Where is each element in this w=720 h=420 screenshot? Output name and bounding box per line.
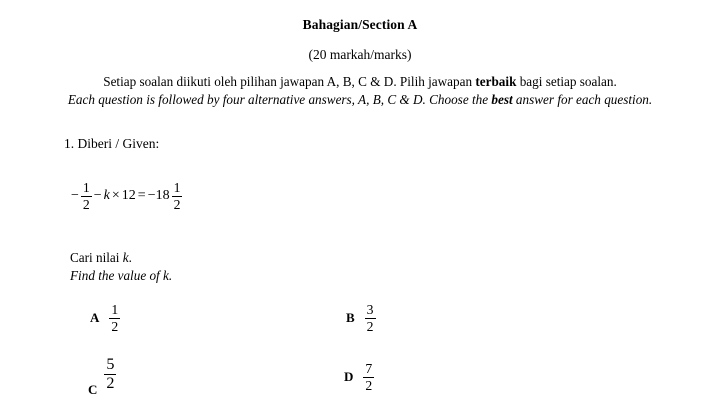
equation-multiplier: 12 xyxy=(121,188,136,204)
answer-option-a[interactable] xyxy=(90,303,121,333)
instruction-line-malay xyxy=(0,74,720,90)
equation-fraction-one-half xyxy=(81,181,92,211)
option-letter: C xyxy=(88,382,98,398)
fraction-numerator: 1 xyxy=(173,180,181,195)
instruction-line-english xyxy=(0,92,720,108)
option-fraction xyxy=(104,357,116,392)
answer-option-d[interactable] xyxy=(344,362,375,392)
fraction-numerator: 1 xyxy=(82,180,90,195)
instruction-english-part1: Each question is followed by four alternative answers, A, B, C & D. Choose the xyxy=(67,92,492,107)
fraction-denominator: 2 xyxy=(111,318,119,334)
marks-line: (20 markah/marks) xyxy=(308,47,412,62)
equation-variable-k: k xyxy=(103,188,110,204)
find-value-malay-text: Cari nilai xyxy=(70,250,123,265)
answer-option-b[interactable] xyxy=(346,303,377,333)
equation-leading-minus: − xyxy=(71,188,79,204)
equation-result-integer: −18 xyxy=(147,188,170,204)
option-fraction xyxy=(363,362,374,392)
option-letter: B xyxy=(346,310,355,326)
equation-fraction-result-half xyxy=(172,181,183,211)
instruction-english-part2: answer for each question. xyxy=(512,92,653,107)
fraction-denominator: 2 xyxy=(365,377,373,393)
option-letter: A xyxy=(90,310,100,326)
instruction-english-emphasis: best xyxy=(491,92,513,107)
fraction-denominator: 2 xyxy=(366,318,374,334)
answer-option-c[interactable] xyxy=(88,356,117,398)
option-letter: D xyxy=(344,369,354,385)
fraction-numerator: 3 xyxy=(366,302,374,317)
fraction-numerator: 7 xyxy=(365,361,373,376)
section-title: Bahagian/Section A xyxy=(302,17,418,32)
fraction-denominator: 2 xyxy=(106,375,115,393)
option-fraction xyxy=(109,303,120,333)
find-value-english: Find the value of k. xyxy=(70,268,173,283)
instruction-malay-emphasis: terbaik xyxy=(475,74,517,89)
option-fraction xyxy=(365,303,376,333)
fraction-numerator: 5 xyxy=(106,356,115,373)
instruction-malay-part2: bagi setiap soalan. xyxy=(516,74,617,89)
find-value-malay-period: . xyxy=(128,250,132,265)
equation xyxy=(70,181,183,211)
find-value-malay-variable: k xyxy=(122,250,129,265)
equation-times-operator: × xyxy=(111,188,120,204)
fraction-numerator: 1 xyxy=(111,302,119,317)
fraction-denominator: 2 xyxy=(173,196,181,212)
question-stem: 1. Diberi / Given: xyxy=(64,136,160,151)
instruction-malay-part1: Setiap soalan diikuti oleh pilihan jawapan A, B, C & D. Pilih jawapan xyxy=(103,74,476,89)
fraction-denominator: 2 xyxy=(82,196,90,212)
equation-minus-operator: − xyxy=(93,188,102,204)
find-value-malay xyxy=(70,250,132,266)
equation-equals-operator: = xyxy=(137,188,146,204)
